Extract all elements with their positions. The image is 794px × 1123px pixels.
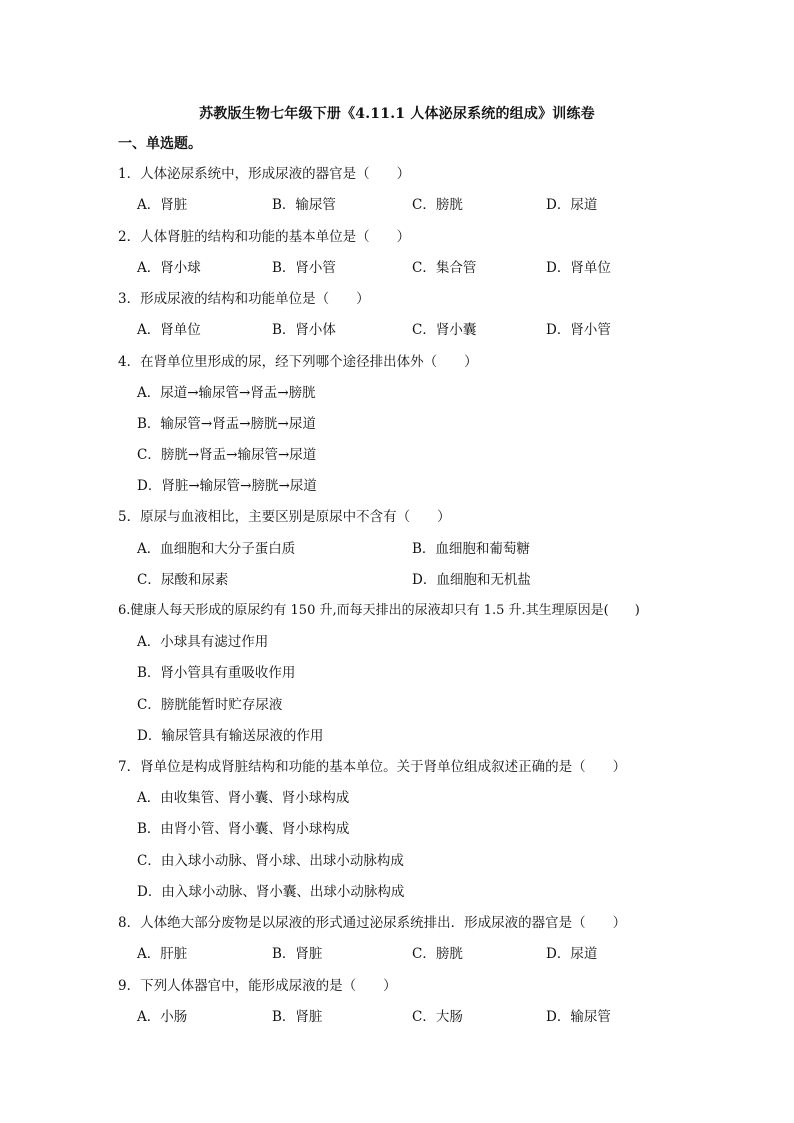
q7-option-a: A．由收集管、肾小囊、肾小球构成 bbox=[137, 790, 350, 806]
question-7-stem: 7．肾单位是构成肾脏结构和功能的基本单位。关于肾单位组成叙述正确的是（ ） bbox=[118, 759, 627, 775]
q7-option-d: D．由入球小动脉、肾小囊、出球小动脉构成 bbox=[137, 884, 405, 900]
q8-option-c: C．膀胱 bbox=[412, 946, 463, 962]
q7-option-c: C．由入球小动脉、肾小球、出球小动脉构成 bbox=[137, 853, 404, 869]
q4-option-d: D．肾脏→输尿管→膀胱→尿道 bbox=[137, 478, 317, 494]
q3-option-b: B．肾小体 bbox=[272, 322, 336, 338]
q5-option-b: B．血细胞和葡萄糖 bbox=[412, 541, 530, 557]
q2-option-a: A．肾小球 bbox=[137, 260, 201, 276]
q4-option-b: B．输尿管→肾盂→膀胱→尿道 bbox=[137, 416, 316, 432]
q2-option-c: C．集合管 bbox=[412, 260, 477, 276]
q8-option-b: B．肾脏 bbox=[272, 946, 323, 962]
q3-option-c: C．肾小囊 bbox=[412, 322, 477, 338]
question-1-stem: 1．人体泌尿系统中，形成尿液的器官是（ ） bbox=[118, 166, 411, 182]
question-6-stem: 6.健康人每天形成的原尿约有 150 升,而每天排出的尿液却只有 1.5 升.其生理原因是( ) bbox=[118, 603, 640, 618]
q3-option-d: D．肾小管 bbox=[546, 322, 611, 338]
q1-option-b: B．输尿管 bbox=[272, 197, 336, 213]
question-4-stem: 4．在肾单位里形成的尿，经下列哪个途径排出体外（ ） bbox=[118, 354, 478, 370]
q8-option-d: D．尿道 bbox=[546, 946, 598, 962]
q9-option-c: C．大肠 bbox=[412, 1009, 463, 1025]
question-3-stem: 3．形成尿液的结构和功能单位是（ ） bbox=[118, 291, 370, 307]
q4-option-a: A．尿道→输尿管→肾盂→膀胱 bbox=[137, 385, 316, 401]
q7-option-b: B．由肾小管、肾小囊、肾小球构成 bbox=[137, 821, 350, 837]
question-5-stem: 5．原尿与血液相比，主要区别是原尿中不含有（ ） bbox=[118, 509, 451, 525]
q4-option-c: C．膀胱→肾盂→输尿管→尿道 bbox=[137, 447, 317, 463]
q8-option-a: A．肝脏 bbox=[137, 946, 188, 962]
q6-option-a: A．小球具有滤过作用 bbox=[137, 634, 269, 650]
q2-option-d: D．肾单位 bbox=[546, 260, 611, 276]
q9-option-d: D．输尿管 bbox=[546, 1009, 611, 1025]
question-8-stem: 8．人体绝大部分废物是以尿液的形式通过泌尿系统排出．形成尿液的器官是（ ） bbox=[118, 915, 627, 931]
q1-option-c: C．膀胱 bbox=[412, 197, 463, 213]
question-2-stem: 2．人体肾脏的结构和功能的基本单位是（ ） bbox=[118, 229, 411, 245]
q5-option-d: D．血细胞和无机盐 bbox=[412, 572, 531, 588]
q5-option-a: A．血细胞和大分子蛋白质 bbox=[137, 541, 296, 557]
q9-option-a: A．小肠 bbox=[137, 1009, 188, 1025]
q9-option-b: B．肾脏 bbox=[272, 1009, 323, 1025]
q2-option-b: B．肾小管 bbox=[272, 260, 336, 276]
q1-option-d: D．尿道 bbox=[546, 197, 598, 213]
q1-option-a: A．肾脏 bbox=[137, 197, 188, 213]
section-heading: 一、单选题。 bbox=[118, 136, 202, 152]
q6-option-d: D．输尿管具有输送尿液的作用 bbox=[137, 728, 324, 744]
q3-option-a: A．肾单位 bbox=[137, 322, 201, 338]
q6-option-b: B．肾小管具有重吸收作用 bbox=[137, 665, 296, 681]
q5-option-c: C．尿酸和尿素 bbox=[137, 572, 229, 588]
q6-option-c: C．膀胱能暂时贮存尿液 bbox=[137, 697, 283, 713]
document-title: 苏教版生物七年级下册《4.11.1 人体泌尿系统的组成》训练卷 bbox=[199, 106, 595, 122]
question-9-stem: 9．下列人体器官中，能形成尿液的是（ ） bbox=[118, 978, 397, 994]
